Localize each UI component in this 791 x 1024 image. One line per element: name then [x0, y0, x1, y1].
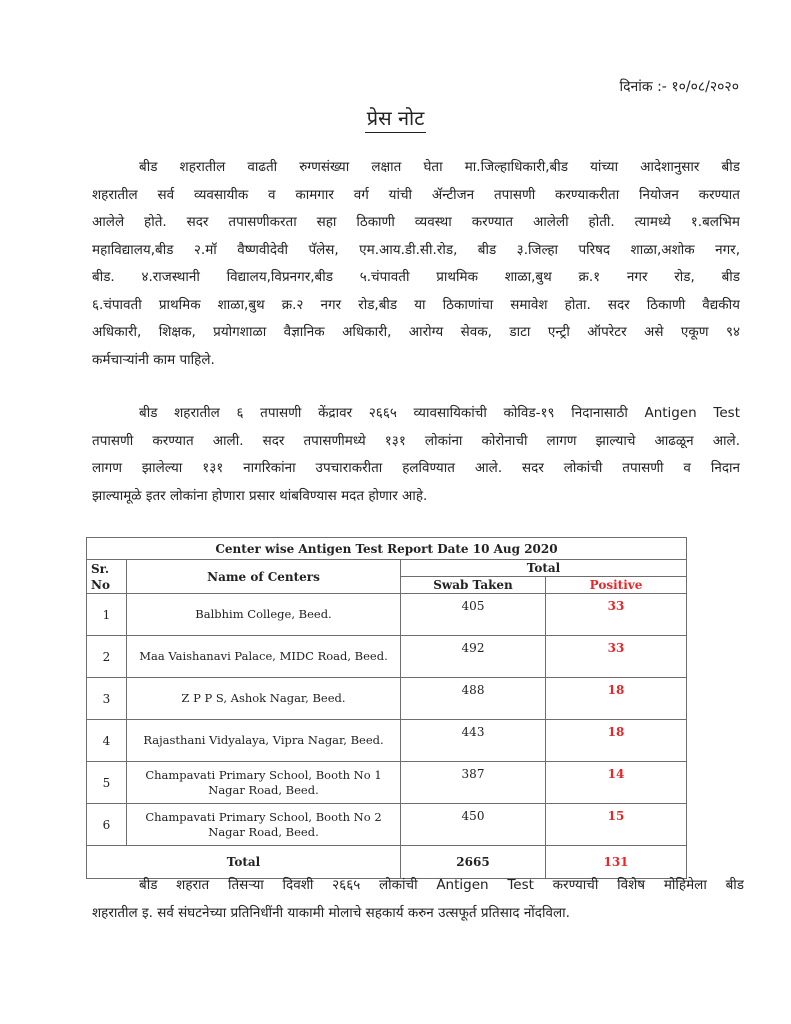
center-name-line: Rajasthani Vidyalaya, Vipra Nagar, Beed.: [143, 733, 384, 747]
table-row: [87, 636, 687, 678]
positive-count: 18: [546, 720, 687, 762]
paragraph-line: बीड शहरातील वाढती रुग्णसंख्या लक्षात घेता मा.जिल्हाधिकारी,बीड यांच्या आदेशानुसार बीड: [139, 159, 740, 175]
center-name: [127, 762, 401, 804]
total-swab-taken: 2665: [401, 846, 546, 879]
center-name: [127, 678, 401, 720]
center-name-line: Nagar Road, Beed.: [208, 824, 319, 839]
swab-taken: 387: [401, 762, 546, 804]
positive-count: 33: [546, 636, 687, 678]
paragraph-line: आलेले होते. सदर तपासणीकरता सहा ठिकाणी व्यवस्था करण्यात आलेली होती. त्यामध्ये १.बलभिम: [92, 214, 740, 230]
page-title: [0, 104, 791, 131]
table-row: [87, 804, 687, 846]
table-row: [87, 762, 687, 804]
center-name: [127, 636, 401, 678]
center-name-line: Z P P S, Ashok Nagar, Beed.: [181, 691, 346, 705]
center-name-line: Champavati Primary School, Booth No 1: [145, 767, 382, 782]
sr-no: 5: [87, 762, 127, 804]
positive-count: 18: [546, 678, 687, 720]
swab-taken: 488: [401, 678, 546, 720]
paragraph-line: तपासणी करण्यात आली. सदर तपासणीमध्ये १३१ लोकांना कोरोनाची लागण झाल्याचे आढळून आले.: [92, 432, 740, 449]
table-row: [87, 720, 687, 762]
center-name-line: Maa Vaishanavi Palace, MIDC Road, Beed.: [139, 649, 388, 663]
paragraph-line: बीड. ४.राजस्थानी विद्यालय,विप्रनगर,बीड ५.चंपावती प्राथमिक शाळा,बुथ क्र.१ नगर रोड, बीड: [92, 269, 740, 285]
paragraph-line: कर्मचाऱ्यांनी काम पाहिले.: [92, 351, 215, 368]
center-name: [127, 594, 401, 636]
header-sr-no: Sr. No: [87, 560, 127, 594]
paragraph-line: झाल्यामूळे इतर लोकांना होणारा प्रसार थांबविण्यास मदत होणार आहे.: [92, 487, 428, 504]
sr-no: 3: [87, 678, 127, 720]
swab-taken: 492: [401, 636, 546, 678]
paragraph-line: बीड शहरातील ६ तपासणी केंद्रावर २६६५ व्यावसायिकांची कोविड-१९ निदानासाठी Antigen Test: [139, 405, 740, 421]
header-name-of-centers: Name of Centers: [127, 560, 401, 594]
header-swab-taken: Swab Taken: [401, 577, 546, 594]
swab-taken: 443: [401, 720, 546, 762]
sr-no: 2: [87, 636, 127, 678]
paragraph-line: लागण झालेल्या १३१ नागरिकांना उपचाराकरीता हलविण्यात आले. सदर लोकांची तपासणी व निदान: [92, 460, 740, 476]
paragraph-line: ६.चंपावती प्राथमिक शाळा,बुथ क्र.२ नगर रोड,बीड या ठिकाणांचा समावेश होता. सदर ठिकाणी वैद्यकीय: [92, 296, 740, 313]
table-row: [87, 594, 687, 636]
paragraph-line: अधिकारी, शिक्षक, प्रयोगशाळा वैज्ञानिक अधिकारी, आरोग्य सेवक, डाटा एन्ट्री ऑपरेटर असे एकूण ९४: [92, 324, 740, 340]
center-name-line: Nagar Road, Beed.: [208, 782, 319, 797]
swab-taken: 450: [401, 804, 546, 846]
sr-no: 1: [87, 594, 127, 636]
paragraph-2: [92, 400, 740, 510]
header-total: Total: [401, 560, 687, 577]
paragraph-line: शहरातील इ. सर्व संघटनेच्या प्रतिनिधींनी याकामी मोलाचे सहकार्य करुन उत्सफूर्त प्रतिसाद नोंदविला.: [92, 904, 570, 921]
paragraph-line: बीड शहरात तिसऱ्या दिवशी २६६५ लोकांची Antigen Test करण्याची विशेष मोहिमेला बीड: [139, 877, 744, 893]
paragraph-line: महाविद्यालय,बीड २.मॉ वैष्णवीदेवी पॅलेस, एम.आय.डी.सी.रोड, बीड ३.जिल्हा परिषद शाळा,अशोक नगर,: [92, 241, 740, 258]
paragraph-1: [92, 154, 740, 374]
center-name-line: Balbhim College, Beed.: [195, 607, 332, 621]
title-text: प्रेस नोट: [365, 106, 427, 133]
header-positive: Positive: [546, 577, 687, 594]
sr-no: 6: [87, 804, 127, 846]
total-label: Total: [87, 846, 401, 879]
antigen-report-table: [86, 537, 687, 879]
center-name: [127, 804, 401, 846]
center-name-line: Champavati Primary School, Booth No 2: [145, 809, 382, 824]
paragraph-3: [92, 872, 744, 927]
table-caption: Center wise Antigen Test Report Date 10 Aug 2020: [87, 538, 687, 560]
positive-count: 33: [546, 594, 687, 636]
positive-count: 14: [546, 762, 687, 804]
positive-count: 15: [546, 804, 687, 846]
swab-taken: 405: [401, 594, 546, 636]
date-line: दिनांक :- १०/०८/२०२०: [619, 79, 739, 95]
total-positive: 131: [546, 846, 687, 879]
center-name: [127, 720, 401, 762]
table-row: [87, 678, 687, 720]
paragraph-line: शहरातील सर्व व्यवसायीक व कामगार वर्ग यांची ॲन्टीजन तपासणी करण्याकरीता नियोजन करण्यात: [92, 186, 740, 203]
sr-no: 4: [87, 720, 127, 762]
